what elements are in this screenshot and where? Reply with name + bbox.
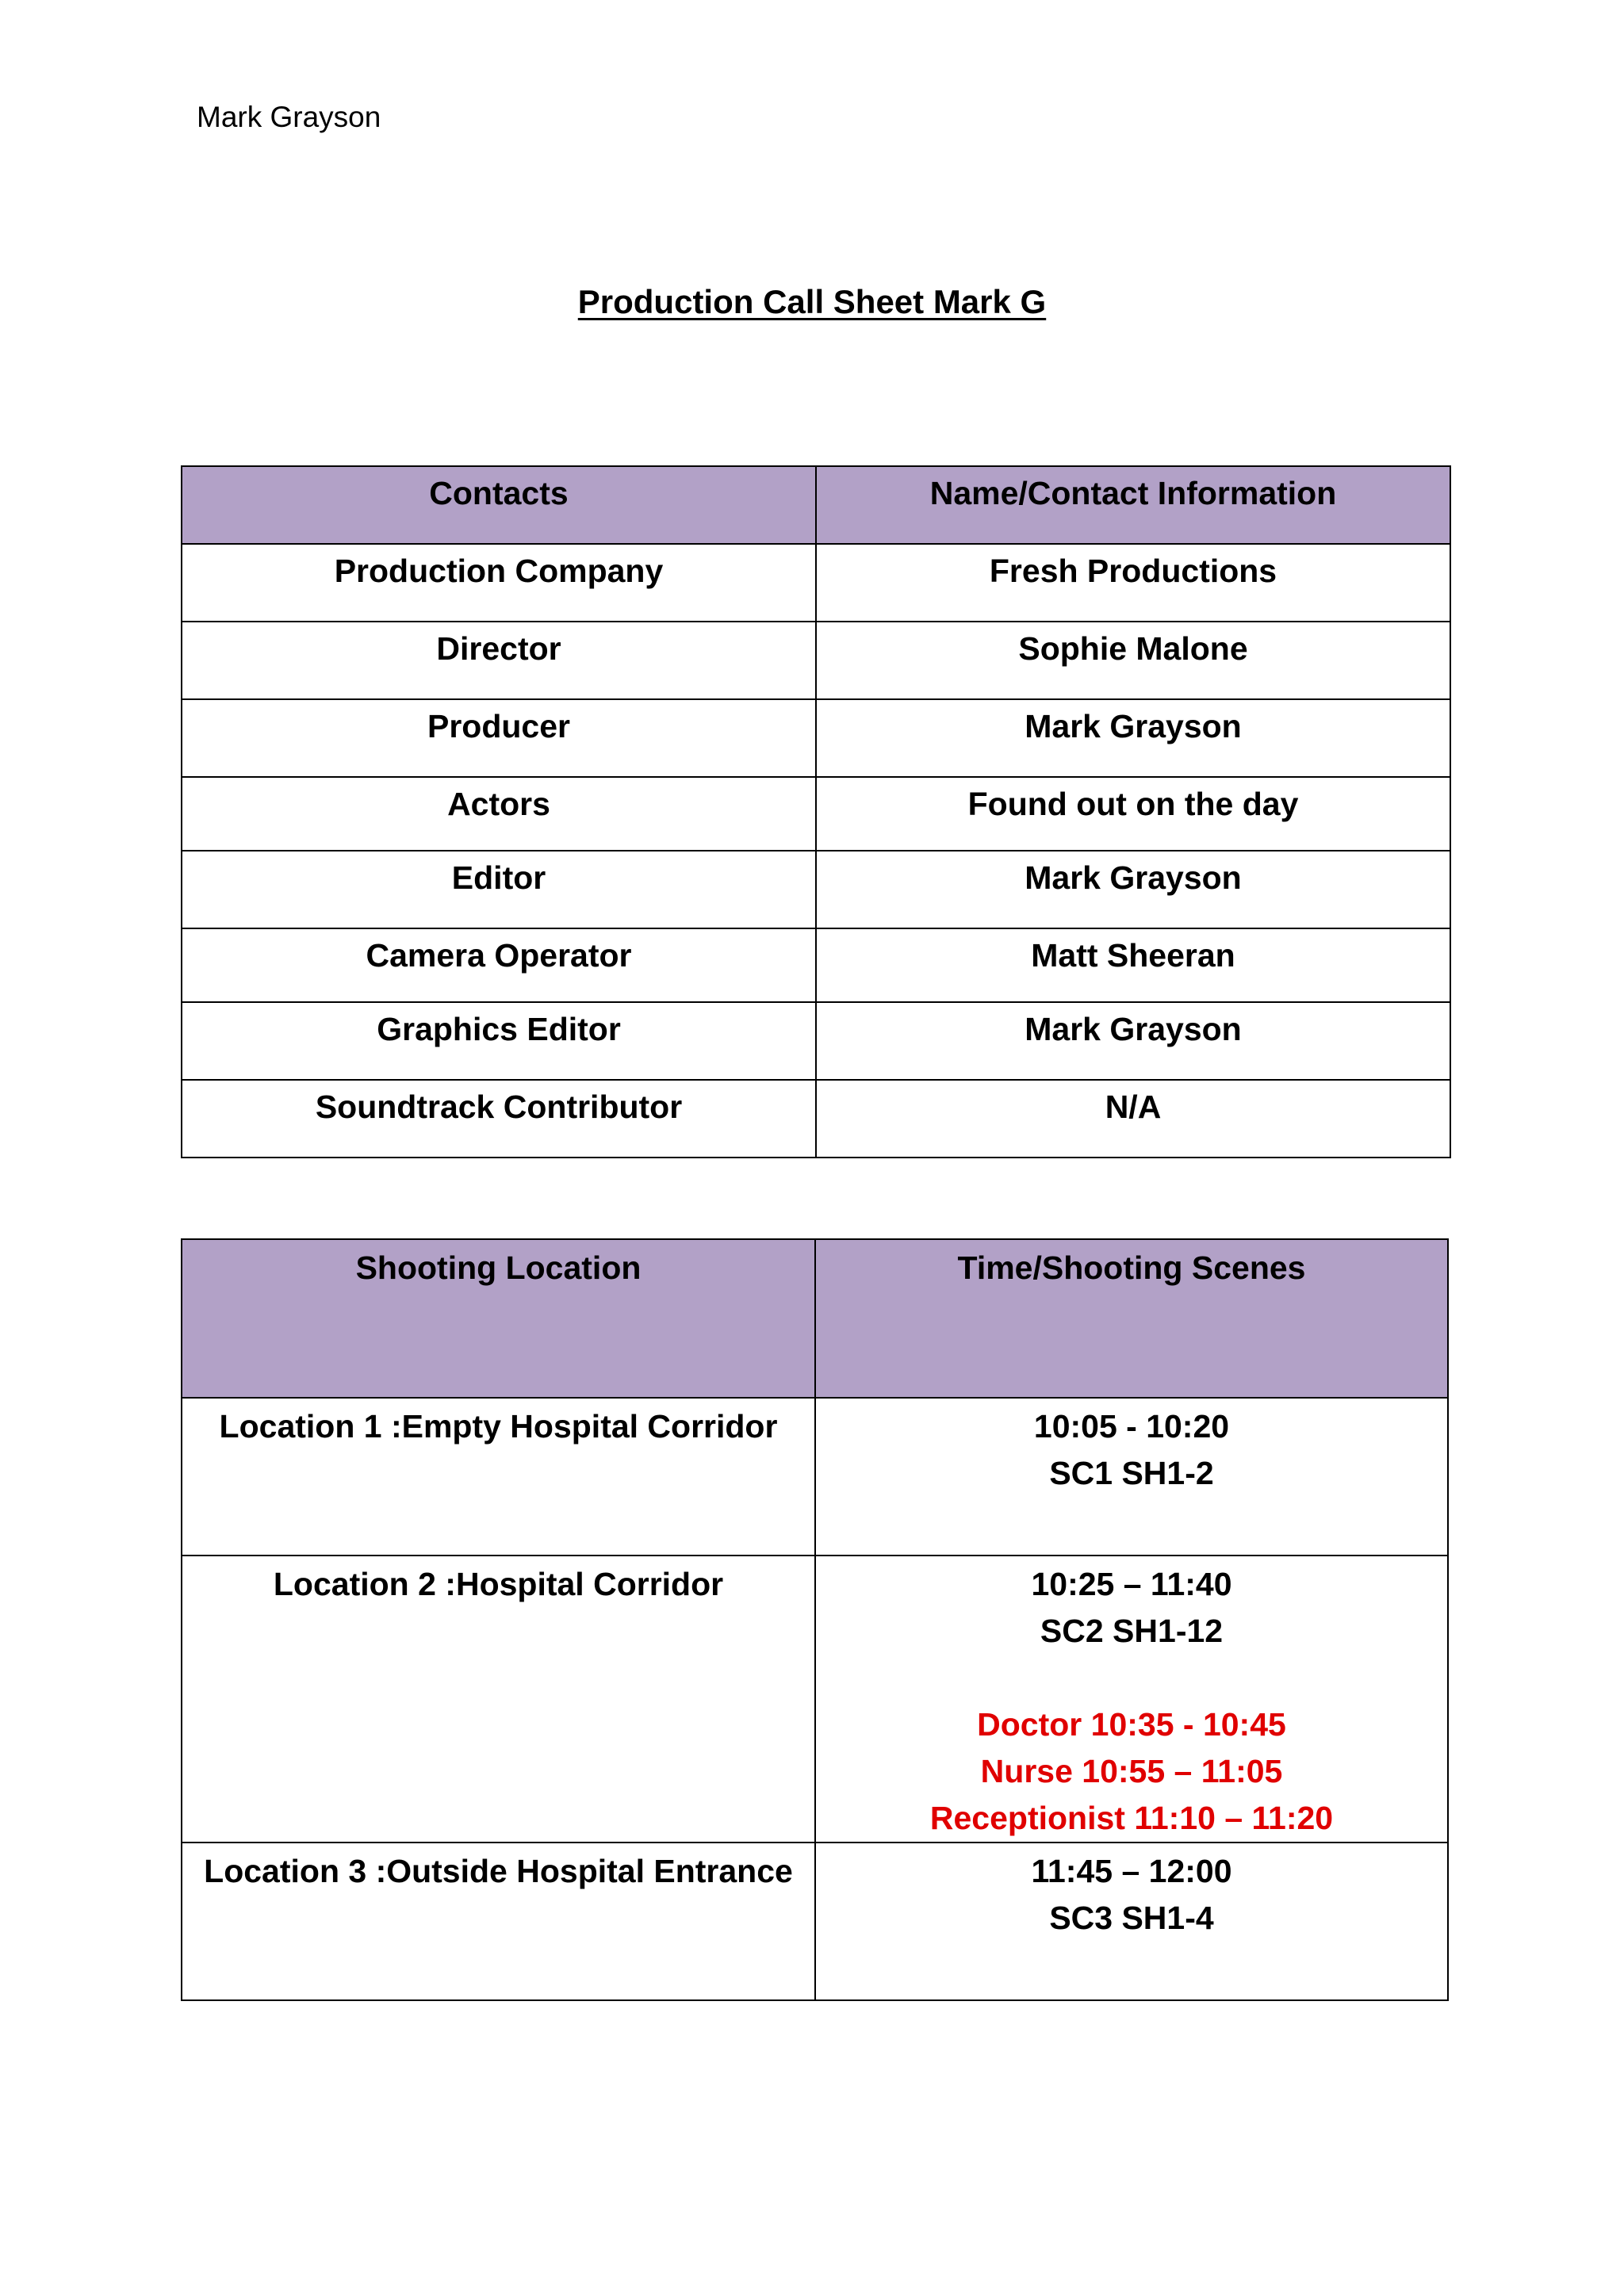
shoot-scenes: SC3 SH1-4 xyxy=(1049,1900,1214,1936)
table-row xyxy=(182,851,1450,928)
contact-value: Found out on the day xyxy=(816,777,1450,851)
spacer xyxy=(816,1655,1447,1701)
shoot-scenes: SC1 SH1-2 xyxy=(1049,1455,1214,1491)
table-row xyxy=(182,1843,1448,2000)
table-row xyxy=(182,699,1450,777)
location-name: Location 3 :Outside Hospital Entrance xyxy=(182,1843,815,2000)
cast-time-receptionist: Receptionist 11:10 – 11:20 xyxy=(929,1800,1334,1836)
contact-value: Mark Grayson xyxy=(816,851,1450,928)
locations-table xyxy=(181,1238,1449,2001)
contact-role: Producer xyxy=(182,699,816,777)
contact-role: Production Company xyxy=(182,544,816,622)
cast-time-doctor: Doctor 10:35 - 10:45 xyxy=(977,1706,1286,1743)
table-row xyxy=(182,777,1450,851)
location-name: Location 2 :Hospital Corridor xyxy=(182,1556,815,1843)
table-row xyxy=(182,1398,1448,1556)
shoot-time: 10:05 - 10:20 xyxy=(1033,1408,1230,1445)
table-row xyxy=(182,622,1450,699)
cast-time-nurse: Nurse 10:55 – 11:05 xyxy=(980,1753,1283,1789)
column-header-time-scenes: Time/Shooting Scenes xyxy=(815,1239,1448,1398)
contact-value: Matt Sheeran xyxy=(816,928,1450,1002)
location-schedule xyxy=(815,1556,1448,1843)
page-title xyxy=(0,281,1624,323)
table-row xyxy=(182,544,1450,622)
table-row xyxy=(182,928,1450,1002)
shoot-time: 11:45 – 12:00 xyxy=(1031,1853,1232,1889)
contact-role: Soundtrack Contributor xyxy=(182,1080,816,1158)
author-name: Mark Grayson xyxy=(197,101,381,133)
contact-value: N/A xyxy=(816,1080,1450,1158)
contact-role: Actors xyxy=(182,777,816,851)
location-name: Location 1 :Empty Hospital Corridor xyxy=(182,1398,815,1556)
contact-role: Director xyxy=(182,622,816,699)
table-row xyxy=(182,1556,1448,1843)
location-schedule xyxy=(815,1398,1448,1556)
table-header-row xyxy=(182,1239,1448,1398)
contact-role: Graphics Editor xyxy=(182,1002,816,1080)
contact-role: Camera Operator xyxy=(182,928,816,1002)
table-row xyxy=(182,1002,1450,1080)
shoot-time: 10:25 – 11:40 xyxy=(1031,1566,1232,1602)
column-header-shooting-location: Shooting Location xyxy=(182,1239,815,1398)
column-header-name-contact-info: Name/Contact Information xyxy=(816,466,1450,544)
column-header-contacts: Contacts xyxy=(182,466,816,544)
contact-role: Editor xyxy=(182,851,816,928)
table-header-row xyxy=(182,466,1450,544)
table-row xyxy=(182,1080,1450,1158)
contact-value: Mark Grayson xyxy=(816,1002,1450,1080)
contact-value: Fresh Productions xyxy=(816,544,1450,622)
shoot-scenes: SC2 SH1-12 xyxy=(1040,1613,1224,1649)
page-title-text: Production Call Sheet Mark G xyxy=(577,283,1047,320)
contacts-table xyxy=(181,465,1451,1158)
location-schedule xyxy=(815,1843,1448,2000)
contact-value: Mark Grayson xyxy=(816,699,1450,777)
contact-value: Sophie Malone xyxy=(816,622,1450,699)
